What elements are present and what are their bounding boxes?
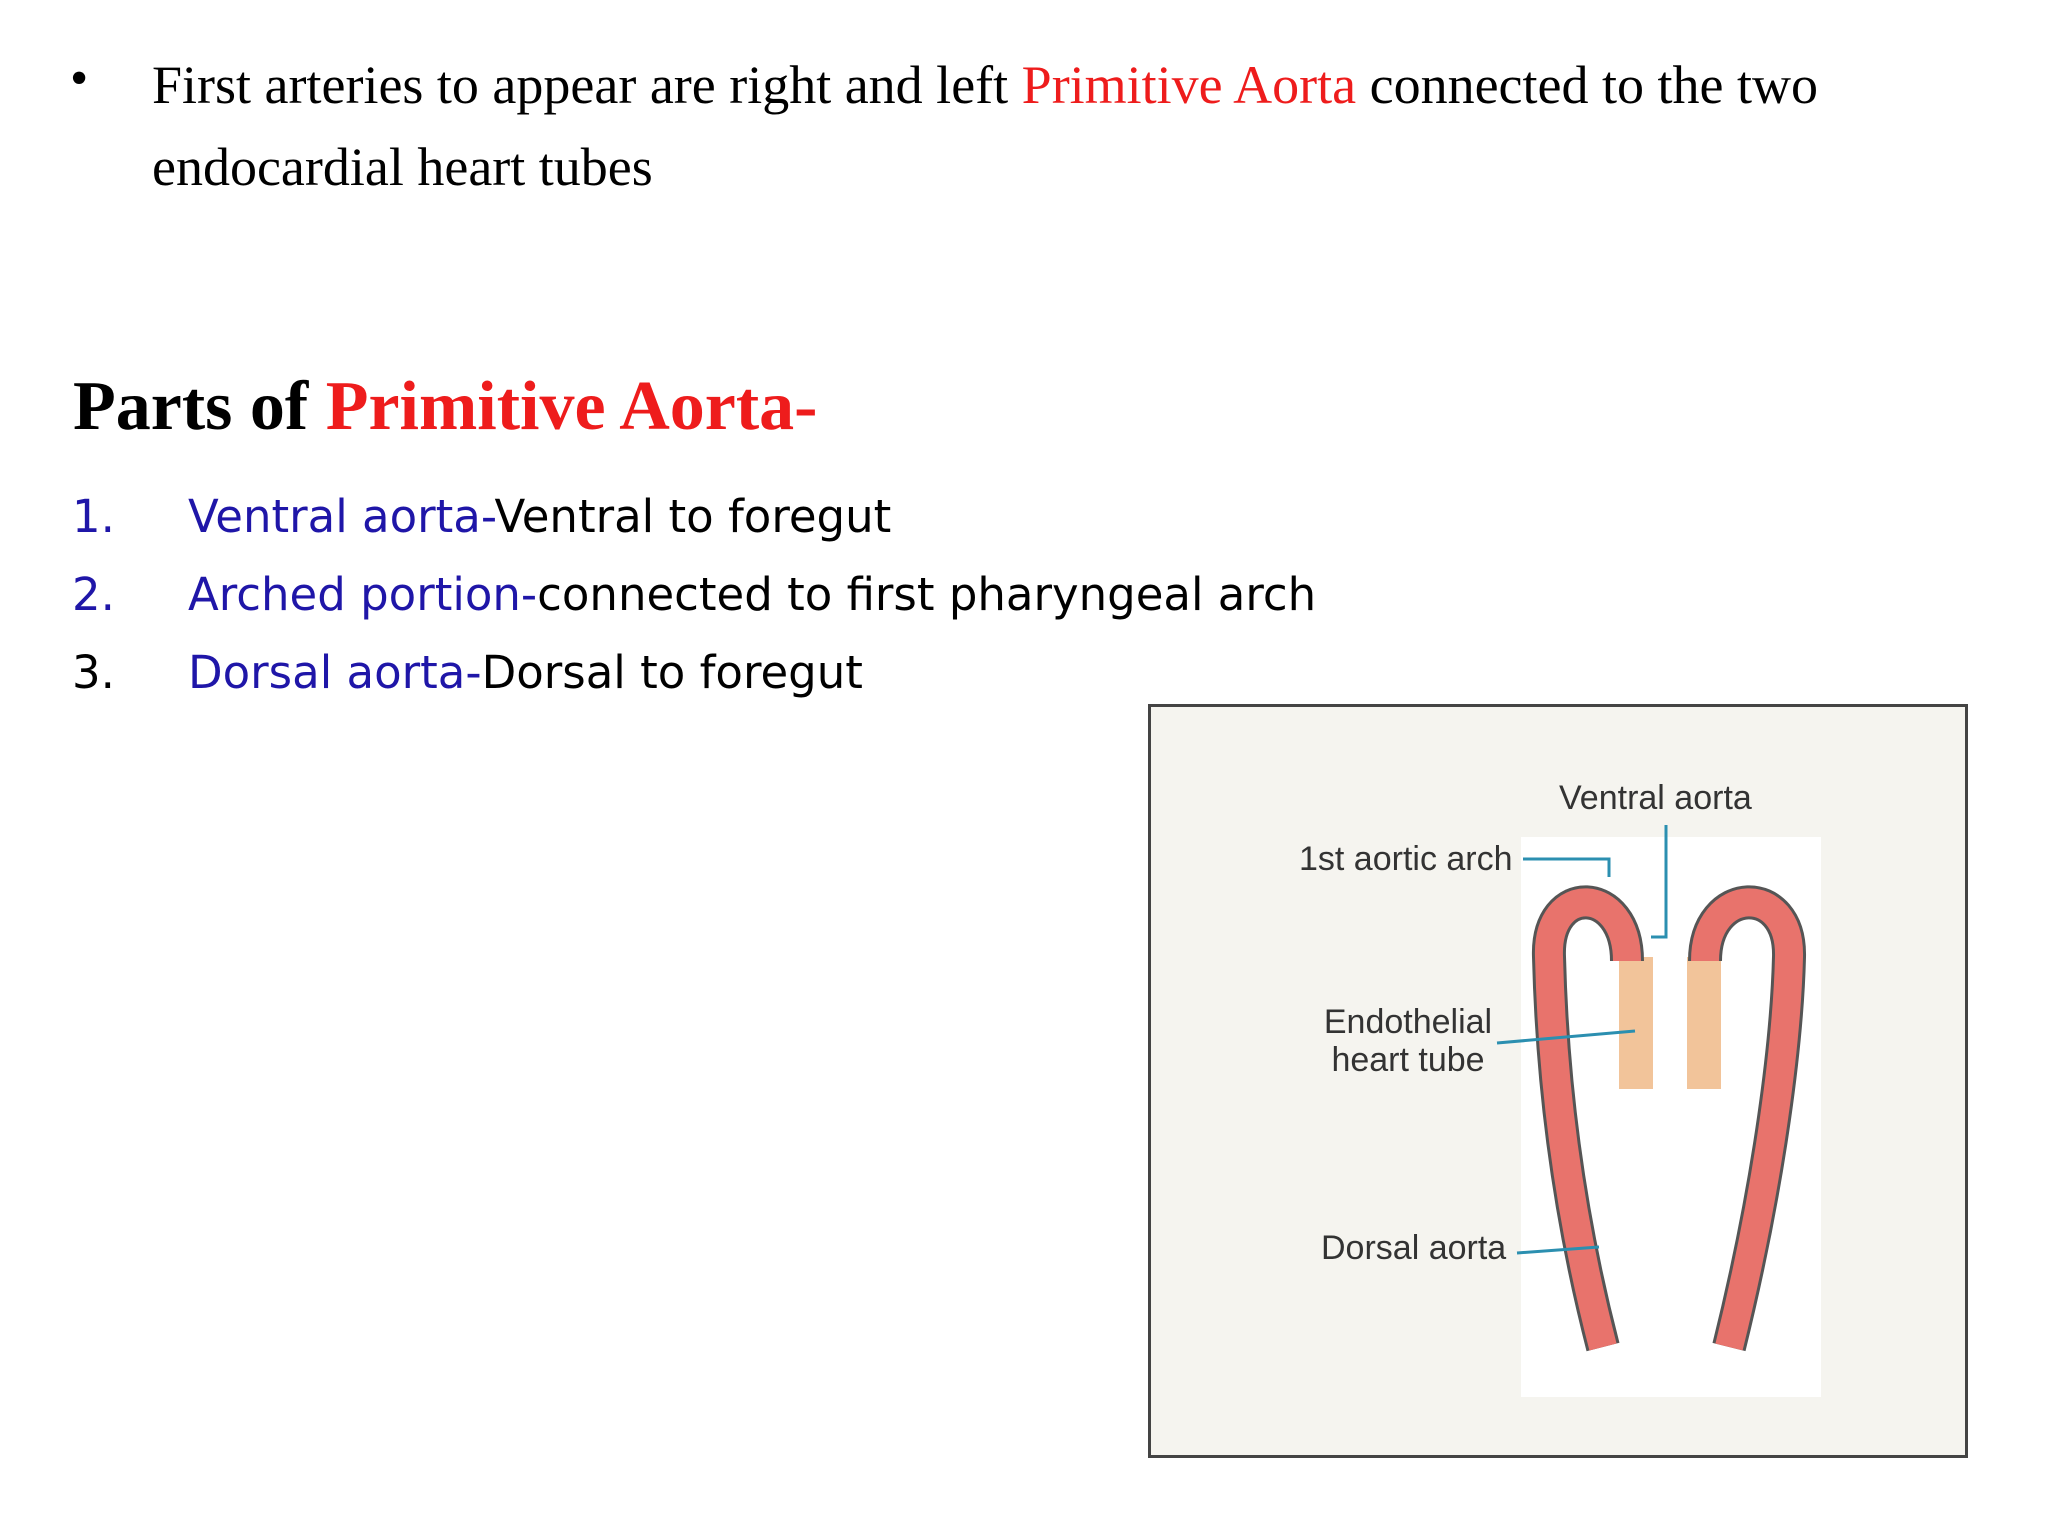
intro-text (152, 44, 1950, 208)
heading-highlight: Primitive Aorta- (325, 368, 818, 445)
list-term: Ventral aorta- (188, 490, 495, 543)
label-endothelial-heart-tube: Endothelial heart tube (1323, 1003, 1493, 1079)
list-term: Dorsal aorta- (188, 646, 482, 699)
bullet-dot: • (70, 50, 89, 107)
intro-text-after: connected to the two endocardial heart tubes (152, 55, 1818, 197)
list-number: 1. (72, 490, 115, 543)
intro-text-before: First arteries to appear are right and left (152, 55, 1022, 115)
left-heart-tube (1619, 957, 1653, 1089)
list-term: Arched portion- (188, 568, 538, 621)
label-ventral-aorta: Ventral aorta (1559, 779, 1752, 817)
list-item (72, 562, 1316, 640)
right-heart-tube (1687, 957, 1721, 1089)
intro-highlight: Primitive Aorta (1021, 55, 1357, 115)
section-heading (73, 362, 817, 452)
list-description: Ventral to foregut (494, 490, 892, 543)
intro-bullet (70, 44, 1950, 208)
list-description: connected to first pharyngeal arch (537, 568, 1317, 621)
list-number: 2. (72, 568, 115, 621)
parts-list (72, 484, 1316, 718)
label-dorsal-aorta: Dorsal aorta (1321, 1229, 1507, 1267)
aorta-diagram (1148, 704, 1968, 1458)
list-item (72, 640, 1316, 718)
heading-prefix: Parts of (73, 368, 326, 445)
aorta-diagram-drawing (1151, 707, 1965, 1455)
label-first-aortic-arch: 1st aortic arch (1299, 840, 1513, 878)
list-description: Dorsal to foregut (481, 646, 863, 699)
list-number: 3. (72, 646, 115, 699)
list-item (72, 484, 1316, 562)
